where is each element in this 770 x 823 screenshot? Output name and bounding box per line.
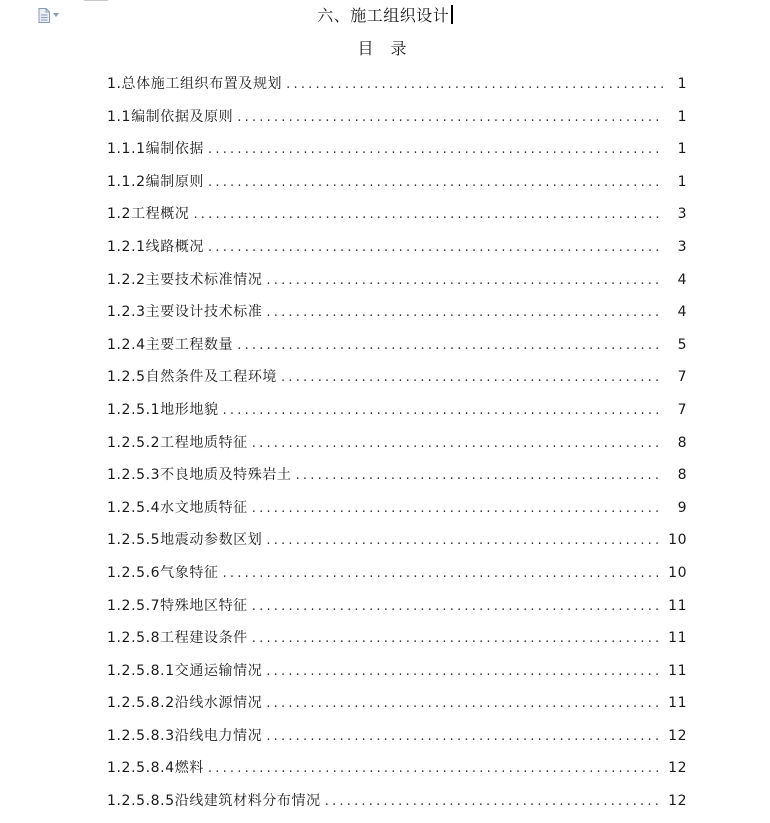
toc-entry-title[interactable]: 1.2.4主要工程数量 <box>107 336 234 353</box>
toc-entry-page-number[interactable]: 1 <box>677 108 687 125</box>
toc-entry-title[interactable]: 1.1.1编制依据 <box>107 141 205 158</box>
toc-entry[interactable] <box>107 595 687 628</box>
toc-entry[interactable] <box>107 627 687 660</box>
toc-entry[interactable] <box>107 236 687 269</box>
toc-entry-title[interactable]: 1.2.5.8.2沿线水源情况 <box>107 695 263 712</box>
toc-entry-page-number[interactable]: 12 <box>668 727 687 744</box>
toc-entry-page-number[interactable]: 7 <box>677 401 687 418</box>
toc-heading: 目 录 <box>357 39 413 58</box>
toc-entry[interactable] <box>107 138 687 171</box>
toc-entry-title[interactable]: 1.2.5.8.5沿线建筑材料分布情况 <box>107 793 321 810</box>
toc-entry-title[interactable]: 1.2工程概况 <box>107 206 190 223</box>
toc-entry[interactable] <box>107 497 687 530</box>
toc-entry-title[interactable]: 1.1.2编制原则 <box>107 173 205 190</box>
toc-dot-leader <box>266 270 663 292</box>
document-title[interactable]: 六、施工组织设计 <box>317 6 450 25</box>
toc-entry-title[interactable]: 1.2.5.3不良地质及特殊岩土 <box>107 467 292 484</box>
toc-dot-leader <box>223 400 663 422</box>
toc-entry-title[interactable]: 1.2.5.8.1交通运输情况 <box>107 662 263 679</box>
toc-entry[interactable] <box>107 269 687 302</box>
toc-entry-page-number[interactable]: 8 <box>677 434 687 451</box>
toc-dot-leader <box>193 204 663 226</box>
toc-entry[interactable] <box>107 790 687 823</box>
toc-entry-page-number[interactable]: 4 <box>677 271 687 288</box>
toc-dot-leader <box>237 107 663 129</box>
toc-entry-title[interactable]: 1.2.5.1地形地貌 <box>107 401 219 418</box>
toc-dot-leader <box>252 596 663 618</box>
toc-entry[interactable] <box>107 757 687 790</box>
toc-dot-leader <box>296 465 663 487</box>
toc-entry-title[interactable]: 1.2.5.5地震动参数区划 <box>107 532 263 549</box>
toc-entry-page-number[interactable]: 11 <box>668 662 687 679</box>
toc-entry-page-number[interactable]: 4 <box>677 304 687 321</box>
toc-dot-leader <box>237 335 663 357</box>
toc-entry-page-number[interactable]: 7 <box>677 369 687 386</box>
toc-entry-title[interactable]: 1.2.5.4水文地质特征 <box>107 499 248 516</box>
toc-entry-page-number[interactable]: 10 <box>668 564 687 581</box>
toc-dot-leader <box>208 237 663 259</box>
toc-entry-page-number[interactable]: 12 <box>668 793 687 810</box>
toc-entry-page-number[interactable]: 11 <box>668 695 687 712</box>
toc-entry-page-number[interactable]: 3 <box>677 238 687 255</box>
toc-entry[interactable] <box>107 562 687 595</box>
toc-entry-title[interactable]: 1.2.1线路概况 <box>107 238 205 255</box>
toc-entry-title[interactable]: 1.2.3主要设计技术标准 <box>107 304 263 321</box>
toc-entry-title[interactable]: 1.2.5.8.3沿线电力情况 <box>107 727 263 744</box>
toc-dot-leader <box>252 628 663 650</box>
toc-entry[interactable] <box>107 399 687 432</box>
toc-dot-leader <box>252 498 663 520</box>
toc-dot-leader <box>252 433 663 455</box>
toc-dot-leader <box>266 693 663 715</box>
toc-entry[interactable] <box>107 660 687 693</box>
toc-dot-leader <box>266 302 663 324</box>
toc-dot-leader <box>325 791 663 813</box>
toc-entry-title[interactable]: 1.1编制依据及原则 <box>107 108 234 125</box>
toc-entry-page-number[interactable]: 3 <box>677 206 687 223</box>
toc-entry-title[interactable]: 1.2.2主要技术标准情况 <box>107 271 263 288</box>
toc-entry[interactable] <box>107 432 687 465</box>
toc-entry[interactable] <box>107 301 687 334</box>
toc-entry-title[interactable]: 1.2.5自然条件及工程环境 <box>107 369 278 386</box>
toc-dot-leader <box>208 758 663 780</box>
toc-entry-title[interactable]: 1.2.5.7特殊地区特征 <box>107 597 248 614</box>
toc-dot-leader <box>223 563 663 585</box>
table-of-contents <box>107 73 687 823</box>
toc-entry-page-number[interactable]: 10 <box>668 532 687 549</box>
toc-entry-title[interactable]: 1.2.5.2工程地质特征 <box>107 434 248 451</box>
toc-entry[interactable] <box>107 725 687 758</box>
toc-entry-page-number[interactable]: 1 <box>677 141 687 158</box>
toc-entry-page-number[interactable]: 12 <box>668 760 687 777</box>
document-title-line[interactable] <box>0 4 770 28</box>
toc-entry-page-number[interactable]: 8 <box>677 467 687 484</box>
toc-entry-page-number[interactable]: 9 <box>677 499 687 516</box>
header-divider <box>84 0 108 1</box>
toc-entry-title[interactable]: 1.总体施工组织布置及规划 <box>107 76 283 92</box>
toc-entry[interactable] <box>107 334 687 367</box>
toc-entry-title[interactable]: 1.2.5.8工程建设条件 <box>107 630 248 647</box>
toc-entry[interactable] <box>107 692 687 725</box>
toc-entry[interactable] <box>107 203 687 236</box>
toc-entry-page-number[interactable]: 11 <box>668 597 687 614</box>
toc-dot-leader <box>281 367 663 389</box>
toc-entry[interactable] <box>107 464 687 497</box>
toc-entry[interactable] <box>107 366 687 399</box>
toc-entry[interactable] <box>107 171 687 204</box>
toc-dot-leader <box>266 661 663 683</box>
toc-entry-page-number[interactable]: 1 <box>677 173 687 190</box>
toc-entry-title[interactable]: 1.2.5.8.4燃料 <box>107 760 204 777</box>
text-cursor <box>451 5 453 24</box>
toc-entry-page-number[interactable]: 1 <box>677 76 687 92</box>
toc-dot-leader <box>208 172 663 194</box>
toc-dot-leader <box>266 530 663 552</box>
toc-entry-page-number[interactable]: 11 <box>668 630 687 647</box>
toc-dot-leader <box>208 139 663 161</box>
toc-dot-leader <box>266 726 663 748</box>
toc-entry[interactable] <box>107 73 687 106</box>
toc-entry[interactable] <box>107 529 687 562</box>
toc-entry[interactable] <box>107 106 687 139</box>
toc-entry-page-number[interactable]: 5 <box>677 336 687 353</box>
toc-entry-title[interactable]: 1.2.5.6气象特征 <box>107 564 219 581</box>
toc-dot-leader <box>286 74 663 96</box>
